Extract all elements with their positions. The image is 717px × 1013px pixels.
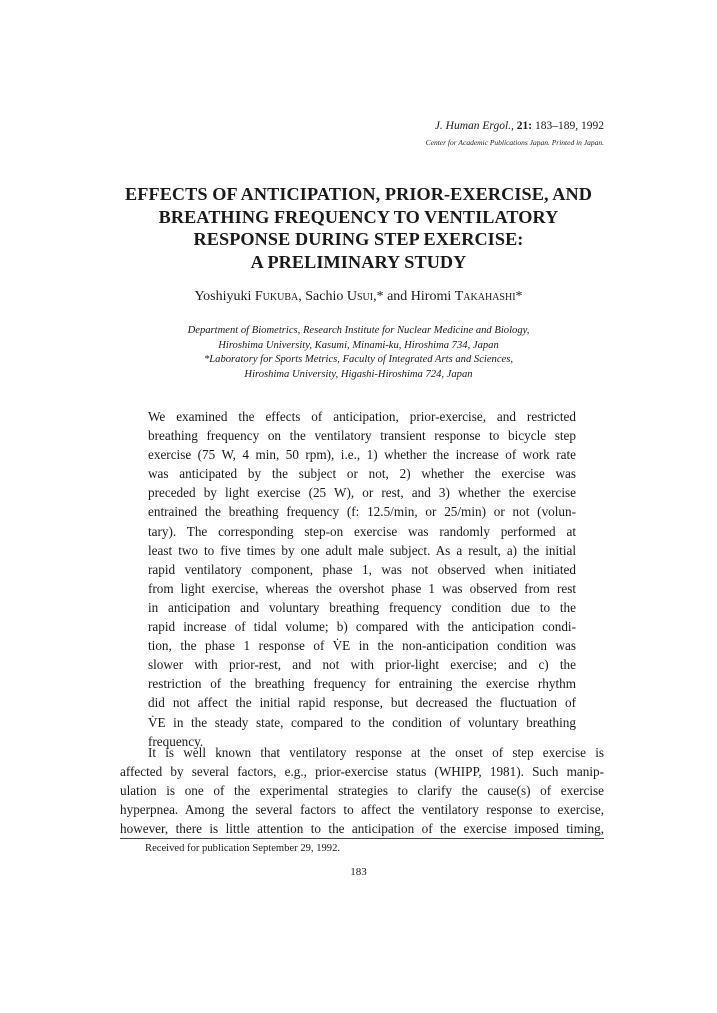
abstract-line: in anticipation and voluntary breathing frequency condition due to the [148,599,576,615]
affiliation-line: Hiroshima University, Kasumi, Minami-ku, Hiroshima 734, Japan [218,339,499,351]
publisher-note: Center for Academic Publications Japan. Printed in Japan. [425,138,604,147]
author-separator: ,* and [373,289,411,304]
title-line: RESPONSE DURING STEP EXERCISE: [193,229,524,249]
title-line: EFFECTS OF ANTICIPATION, PRIOR-EXERCISE, AND [125,184,592,204]
journal-citation [435,120,604,132]
abstract-line: breathing frequency on the ventilatory transient response to bicycle step [148,428,576,444]
abstract-line: preceded by light exercise (25 W), or rest, and 3) whether the exercise [148,485,576,501]
author-given: Sachio [305,289,344,304]
abstract-line: from light exercise, whereas the overshot phase 1 was observed from rest [148,580,576,596]
body-line: however, there is little attention to the anticipation of the exercise imposed timing, [120,821,604,837]
page-number: 183 [350,866,367,878]
abstract-line: restriction of the breathing frequency for entraining the exercise rhythm [148,676,576,692]
author-marker: * [515,289,523,304]
abstract-line: least two to five times by one adult male subject. As a result, a) the initial [148,542,576,558]
footnote-rule [120,838,604,839]
body-line: ulation is one of the experimental strategies to clarify the cause(s) of exercise [120,783,604,799]
body-line: hyperpnea. Among the several factors to affect the ventilatory response to exercise, [120,802,604,818]
title-line: BREATHING FREQUENCY TO VENTILATORY [158,206,559,227]
author-given: Hiromi [410,289,452,304]
abstract-line: rapid ventilatory component, phase 1, was not observed when initiated [148,561,576,577]
body-line: affected by several factors, e.g., prior-exercise status (WHIPP, 1981). Such manip- [120,764,604,780]
abstract-line: tion, the phase 1 response of V̇E in the non-anticipation condition was [148,638,576,654]
journal-name: J. Human Ergol., [434,120,514,132]
abstract-line: V̇E in the steady state, compared to the condition of voluntary breathing [148,714,576,730]
abstract-line: entrained the breathing frequency (f: 12.5/min, or 25/min) or not (volun- [148,504,576,520]
author-family: Usui [346,289,374,304]
body-text [120,743,604,838]
affiliation-line: Department of Biometrics, Research Institute for Nuclear Medicine and Biology, [187,325,530,336]
abstract-line: tary). The corresponding step-on exercise was randomly performed at [148,523,576,539]
abstract [148,407,576,751]
abstract-line: did not affect the initial rapid response, but decreased the fluctuation of [148,695,576,711]
abstract-line: rapid increase of tidal volume; b) compared with the anticipation condi- [148,619,576,635]
abstract-line: exercise (75 W, 4 min, 50 rpm), i.e., 1) whether the increase of work rate [148,447,576,463]
journal-pages: 183–189, 1992 [535,120,604,132]
abstract-line: frequency. [148,733,204,749]
author-family: Fukuba [254,289,299,304]
abstract-line: slower with prior-rest, and not with prior-light exercise; and c) the [148,657,576,673]
journal-volume: 21: [516,120,533,132]
abstract-line: We examined the effects of anticipation, prior-exercise, and restricted [148,409,576,424]
affiliation-line: *Laboratory for Sports Metrics, Faculty of Integrated Arts and Sciences, [203,354,514,366]
body-line: It is well known that ventilatory response at the onset of step exercise is [148,745,604,760]
affiliations [0,324,717,382]
title-line: A PRELIMINARY STUDY [250,251,467,272]
author-list [0,289,717,305]
abstract-line: was anticipated by the subject or not, 2) whether the exercise was [148,466,576,482]
author-family: Takahashi [454,289,516,304]
author-given: Yoshiyuki [194,289,252,304]
received-footnote: Received for publication September 29, 1992. [145,843,341,854]
paper-title [0,183,717,273]
author-separator: , [298,289,306,304]
affiliation-line: Hiroshima University, Higashi-Hiroshima 724, Japan [244,368,473,380]
